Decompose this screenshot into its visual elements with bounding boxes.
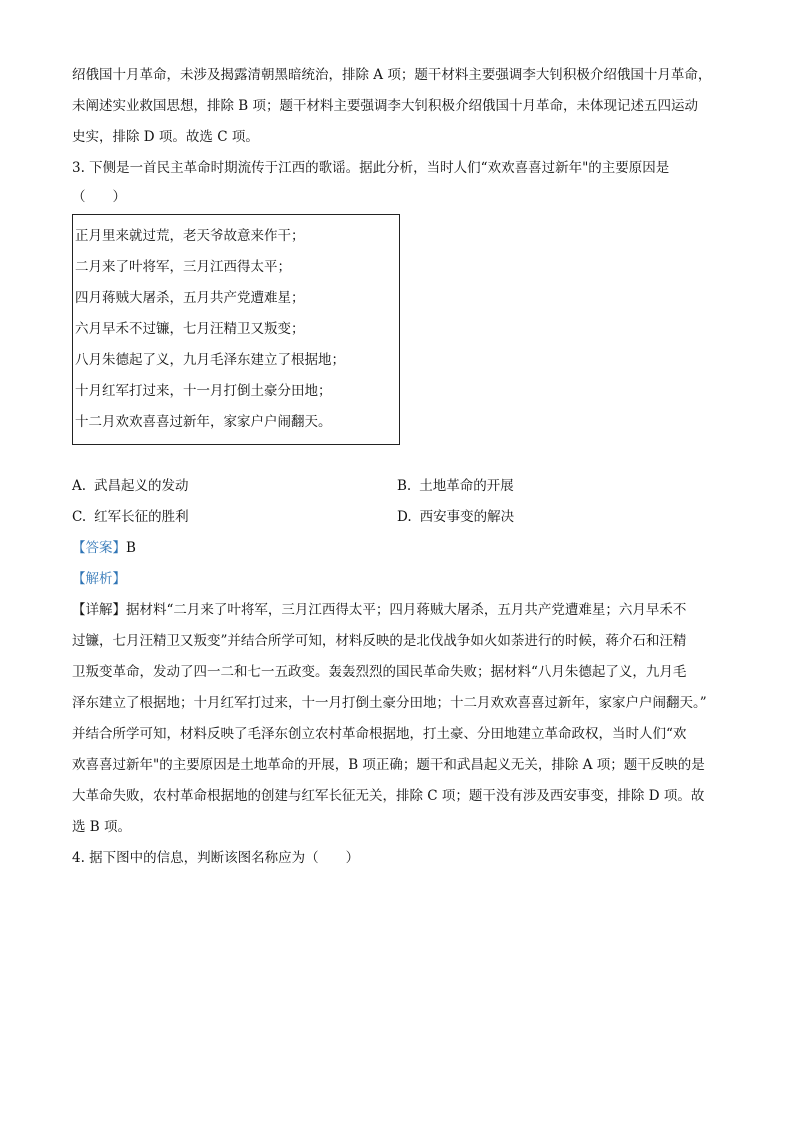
text-line: 史实，排除 D 项。故选 C 项。 (72, 129, 259, 145)
ballad-line: 正月里来就过荒，老天爷故意来作干； (75, 228, 305, 244)
ballad-line: 十月红军打过来，十一月打倒土豪分田地； (75, 383, 332, 399)
detail-text: 据材料“二月来了叶将军，三月江西得太平；四月蒋贼大屠杀，五月共产党遭难星；六月早禾不 (126, 602, 687, 618)
answer-label: 【答案】 (72, 540, 126, 556)
text-line: 过镰，七月汪精卫又叛变”并结合所学可知，材料反映的是北伐战争如火如荼进行的时候，蒋介石和汪精 (72, 633, 687, 649)
document-page (72, 60, 722, 874)
option-b[interactable] (397, 471, 722, 502)
question-stem: 4. 据下图中的信息，判断该图名称应为（ ） (72, 850, 360, 866)
answer-value: B (126, 540, 136, 556)
option-d[interactable] (397, 502, 722, 533)
text-line: 绍俄国十月革命，未涉及揭露清朝黑暗统治，排除 A 项；题干材料主要强调李大钊积极介绍俄国十月革命， (72, 67, 712, 83)
analysis-line (72, 564, 722, 595)
option-letter: D. (397, 509, 412, 525)
option-c[interactable] (72, 502, 397, 533)
text-line: 未阐述实业救国思想，排除 B 项；题干材料主要强调李大钊积极介绍俄国十月革命，未体现记述五四运动 (72, 98, 699, 114)
option-text: 土地革命的开展 (419, 478, 514, 494)
ballad-line: 四月蒋贼大屠杀，五月共产党遭难星； (75, 290, 305, 306)
detail-label: 【详解】 (72, 602, 126, 618)
question-stem: 3. 下侧是一首民主革命时期流传于江西的歌谣。据此分析，当时人们“欢欢喜喜过新年"的主要原因是 (72, 160, 670, 176)
answer-line (72, 533, 722, 564)
text-line (72, 595, 722, 626)
text-line: 泽东建立了根据地；十月红军打过来，十一月打倒土豪分田地；十二月欢欢喜喜过新年，家家户户闹翻天。” (72, 695, 707, 711)
option-text: 红军长征的胜利 (94, 509, 189, 525)
text-line: 卫叛变革命，发动了四一二和七一五政变。轰轰烈烈的国民革命失败；据材料“八月朱德起了义，九月毛 (72, 664, 687, 680)
text-line: 大革命失败，农村革命根据地的创建与红军长征无关，排除 C 项；题干没有涉及西安事变，排除 D 项。故 (72, 788, 705, 804)
answer-options (72, 471, 722, 533)
analysis-label: 【解析】 (72, 571, 126, 587)
text-line: 并结合所学可知，材料反映了毛泽东创立农村革命根据地，打土豪、分田地建立革命政权，当时人们“欢 (72, 726, 687, 742)
detail-explanation (72, 595, 722, 843)
text-line: 选 B 项。 (72, 819, 132, 835)
option-letter: C. (72, 509, 87, 525)
option-a[interactable] (72, 471, 397, 502)
option-letter: A. (72, 478, 87, 494)
question-4 (72, 843, 722, 874)
ballad-line: 十二月欢欢喜喜过新年，家家户户闹翻天。 (75, 414, 332, 430)
answer-parenthesis: （ ） (72, 189, 126, 205)
ballad-line: 六月早禾不过镰，七月汪精卫又叛变； (75, 321, 305, 337)
option-text: 武昌起义的发动 (94, 478, 189, 494)
ballad-line: 二月来了叶将军，三月江西得太平； (75, 259, 291, 275)
option-text: 西安事变的解决 (419, 509, 515, 525)
previous-answer-explanation (72, 60, 722, 153)
ballad-box (72, 214, 400, 445)
question-3 (72, 153, 722, 843)
option-letter: B. (397, 478, 412, 494)
text-line: 欢喜喜过新年"的主要原因是土地革命的开展，B 项正确；题干和武昌起义无关，排除 A 项；题干反映的是 (72, 757, 705, 773)
ballad-line: 八月朱德起了义，九月毛泽东建立了根据地； (75, 352, 345, 368)
